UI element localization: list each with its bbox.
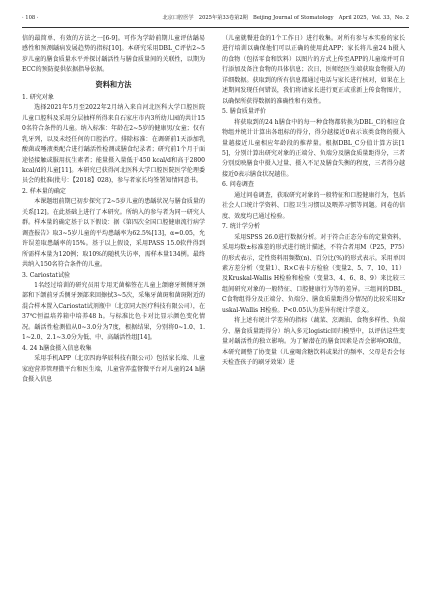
journal-running-title: 北京口腔医学 2025年第33卷第2期 Beijing Journal of Stomatology April 2025，Vol. 33，No. 2 [162, 15, 409, 21]
paragraph-diet-quality: 将获取到的24 h膳食中的每一种食物都转换为DBL_C的相应食物组并统计计算出各组标的得分，得分越接近0表示该类食物的摄入量越接近儿童相应年龄段的推荐量。根据DBL_C分值计算方法[15]，分别计算出研究对象的正端分、负端分及膳食质量距得分，三者分别反映膳食中摄入过量、摄入不足及膳食失衡的程度，三者得分越接近0表示膳食状况越佳。 [222, 118, 405, 178]
paragraph-cariostat: 1名经过培训的研究员用专用无菌棉签在儿童上颌磨牙颊侧牙颈部和下颌前牙舌侧牙颈部来回擦拭3~5次，采集牙菌斑和菌斑附近的混合样本置入Cariostat试剂瓶中（北京同大医疗科技有限公司），在37℃恒温培养箱中培养48 h。与标准比色卡对比显示颜色变化情况。龋活性检测值从0~3.0分为7度，根据结果，分别将0~1.0、1.1~2.0、2.1~3.0分为低、中、高龋活性组[14]。 [22, 281, 205, 342]
paragraph-diet-collection: 采用手机APP（北京四海华辰科技有限公司）包括家长端、儿童家庭营养管理微平台和医生端，儿童营养监督微平台对儿童的24 h膳食摄入信息 [22, 355, 205, 384]
page-number: · 108 · [22, 15, 39, 21]
header-rule [22, 27, 409, 28]
paragraph-logistic: 将上述有统计学差异的指标（蔬菜、烹调油、食物多样性、负端分、膳食质量距得分）纳入多元logistic回归模型中，以评估这些变量对龋活性的独立影响。为了解潜在的膳食因素是否会影响OR值，本研究调整了协变量（儿童喝含糖饮料或果汁的频率、父母是否会每天检查孩子的刷牙效果）进 [222, 317, 405, 367]
subsection-heading-3: 3. Cariostat试验 [22, 271, 71, 279]
subsection-heading-4: 4. 24 h膳食摄入信息收集 [22, 344, 92, 352]
paragraph-statistics: 采用SPSS 26.0进行数据分析。对于符合正态分布的定量资料，采用均数±标准差的形式进行统计描述，不符合者用M（P25，P75）的形式表示，定性资料用频数(n)、百分比(%)的形式表示。采用单因素方差分析（变量1）、R×C表卡方检验（变量2、5、7、10、11）及Kruskal-Wallis H检验和检验（变量3、4、6、8、9）来比较三组间研究对象的一般特征、口腔健康行为等的差异。三组间的DBL_C食物组得分及正端分、负端分、膳食质量距得分情况的比较采用Kruskal-Wallis H检验。P<0.05认为差异有统计学意义。 [222, 233, 405, 314]
intro-paragraph: 信的最简单、有效的方法之一[6-9]。可作为学龄前期儿童评估龋易感性和预测龋病发展趋势的指标[10]。本研究采用DBL_C评估2~5岁儿童的膳食质量水平并探讨龋活性与膳食质量间的关联性，以期为ECC的预防提供依据指导依据。 [22, 35, 205, 74]
paragraph-sample-size: 本课题组前期已初步探究了2~5岁儿童的患龋状况与膳食质量的关系[12]。在此基础上进行了本研究。所纳入的参与者为同一研究人群。样本量的确定基于以下假设：据《第四次全国口腔健康流行病学调查报告》取3~5岁儿童的平均患龋率为62.5%[13]，α=0.05，允许误差取患龋率的15%。基于以上假设，采用PASS 15.0软件得到所需样本量为120例；取10%的随机失访率，需样本量134例。最终共纳入150名符合条件的儿童。 [22, 198, 205, 269]
section-title: 资料和方法 [95, 79, 132, 89]
paragraph-questionnaire: 通过问卷调查，获取研究对象的一般特征和口腔健康行为，包括社会人口统计学资料、口腔卫生习惯以及喂养习惯等问题。问卷的信度、效度均已通过检验。 [222, 191, 405, 220]
running-header [22, 10, 409, 26]
right-column [222, 34, 405, 369]
paragraph-subjects: 选择2021年5月至2022年2月纳入来自河北医科大学口腔医院儿童口腔科及采用分层抽样所得来自石家庄市内3所幼儿园的共计150名符合条件的儿童。纳入标准：年龄在2~5岁的健康男/女童；仅有乳牙列，以及未经任何的口腔治疗。排除标准：在调研前1天添加乳酸菌或唾液类配合进行龋活性检测或膳食纪录者；研究前1个月于面途径接触或服用抗生素者；能量摄入量低于450 kcal/d和高于2800 kcal/d的儿童[11]。本研究已获得河北医科大学口腔医院医学伦理委员会的批准(批号：【2018】028)，参与者家长均签署知情同意书。 [22, 104, 205, 185]
subsection-heading-7: 7. 统计学分析 [222, 223, 260, 231]
left-column [22, 34, 205, 386]
subsection-heading-5: 5. 膳食质量评价 [222, 108, 266, 116]
subsection-heading-1: 1. 研究对象 [22, 93, 54, 101]
paragraph-continued: （儿童就餐进食的1个工作日）进行收集。对所有参与本实验的家长进行培训以确保他们可以正确的使用此APP；家长将儿童24 h摄入的食物（包括零食和饮料）以图片的方式上传至APP的儿童端并可自行添加及备注食物的具体信息；次日，医师经医生端获取食物摄入的详细数据。获取到的所有信息都通过电话与家长进行核对，如果在上述期间发现任何错误，我们将请家长进行更正或重新上传食物图片，以确保所获得数据的准确性和有效性。 [222, 35, 405, 105]
subsection-heading-2: 2. 样本量的确定 [22, 187, 66, 195]
subsection-heading-6: 6. 问卷调查 [222, 181, 254, 189]
